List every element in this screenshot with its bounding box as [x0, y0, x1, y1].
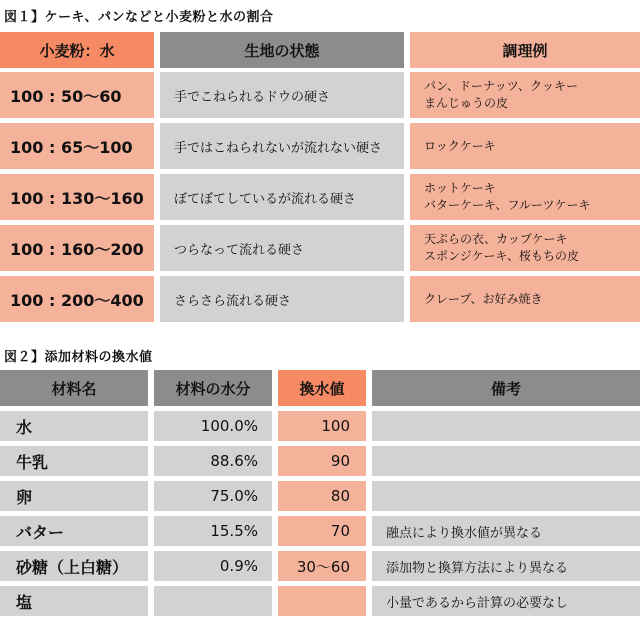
table-row	[0, 225, 640, 271]
table-row	[0, 276, 640, 322]
table-row	[0, 174, 640, 220]
ratio-cell: 100 : 50〜60	[0, 72, 154, 118]
notes-cell	[372, 411, 640, 441]
table-row	[0, 446, 640, 476]
header-moisture: 材料の水分	[154, 370, 272, 406]
moisture-cell	[154, 586, 272, 616]
notes-cell	[372, 446, 640, 476]
table1-title: 図１】ケーキ、パンなどと小麦粉と水の割合	[4, 10, 274, 25]
table-row	[0, 72, 640, 118]
water-value-cell: 100	[278, 411, 366, 441]
ratio-cell: 100 : 160〜200	[0, 225, 154, 271]
material-cell: 砂糖（上白糖）	[0, 551, 148, 581]
table2-header-row	[0, 370, 640, 406]
state-cell: さらさら流れる硬さ	[160, 276, 404, 322]
moisture-cell: 0.9%	[154, 551, 272, 581]
examples-cell: 天ぷらの衣、カップケーキ スポンジケーキ、桜もちの皮	[410, 225, 640, 271]
examples-cell: パン、ドーナッツ、クッキー まんじゅうの皮	[410, 72, 640, 118]
state-cell: 手でこねられるドウの硬さ	[160, 72, 404, 118]
material-cell: バター	[0, 516, 148, 546]
table-row	[0, 516, 640, 546]
header-material: 材料名	[0, 370, 148, 406]
table-row	[0, 551, 640, 581]
notes-cell	[372, 481, 640, 511]
ratio-cell: 100 : 65〜100	[0, 123, 154, 169]
table-row	[0, 411, 640, 441]
header-water-value: 換水値	[278, 370, 366, 406]
header-examples: 調理例	[410, 32, 640, 68]
water-value-cell: 30〜60	[278, 551, 366, 581]
material-cell: 卵	[0, 481, 148, 511]
notes-cell: 小量であるから計算の必要なし	[372, 586, 640, 616]
examples-cell: ロックケーキ	[410, 123, 640, 169]
ratio-cell: 100 : 130〜160	[0, 174, 154, 220]
notes-cell: 融点により換水値が異なる	[372, 516, 640, 546]
moisture-cell: 15.5%	[154, 516, 272, 546]
examples-cell: ホットケーキ バターケーキ、フルーツケーキ	[410, 174, 640, 220]
header-notes: 備考	[372, 370, 640, 406]
ratio-cell: 100 : 200〜400	[0, 276, 154, 322]
water-value-cell: 70	[278, 516, 366, 546]
table-row	[0, 123, 640, 169]
notes-cell: 添加物と換算方法により異なる	[372, 551, 640, 581]
moisture-cell: 88.6%	[154, 446, 272, 476]
material-cell: 牛乳	[0, 446, 148, 476]
water-value-cell: 80	[278, 481, 366, 511]
material-cell: 水	[0, 411, 148, 441]
state-cell: ぼてぼてしているが流れる硬さ	[160, 174, 404, 220]
state-cell: つらなって流れる硬さ	[160, 225, 404, 271]
state-cell: 手ではこねられないが流れない硬さ	[160, 123, 404, 169]
header-dough-state: 生地の状態	[160, 32, 404, 68]
material-cell: 塩	[0, 586, 148, 616]
water-value-cell	[278, 586, 366, 616]
table-row	[0, 481, 640, 511]
table-row	[0, 586, 640, 616]
header-ratio: 小麦粉：水	[0, 32, 154, 68]
table2-title: 図２】添加材料の換水値	[4, 350, 153, 365]
moisture-cell: 100.0%	[154, 411, 272, 441]
water-value-cell: 90	[278, 446, 366, 476]
moisture-cell: 75.0%	[154, 481, 272, 511]
examples-cell: クレープ、お好み焼き	[410, 276, 640, 322]
table1-header-row	[0, 32, 640, 68]
